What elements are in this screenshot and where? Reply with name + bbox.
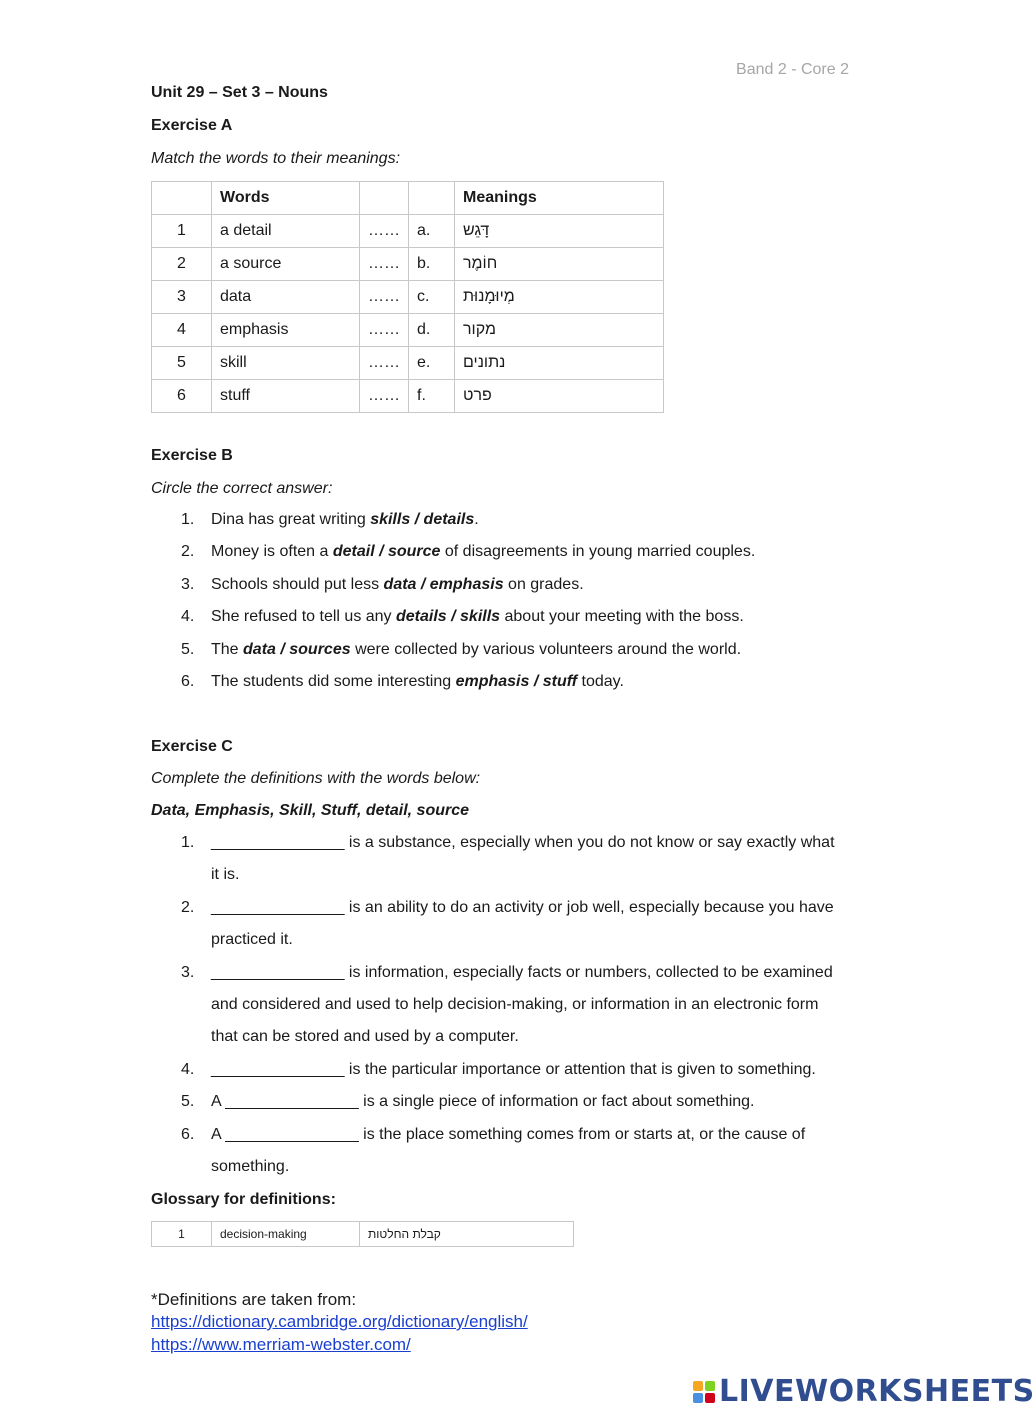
answer-choice[interactable]: skills / details xyxy=(370,511,475,528)
word-bank: Data, Emphasis, Skill, Stuff, detail, source xyxy=(151,802,470,819)
answer-choice[interactable]: detail / source xyxy=(332,543,441,561)
definition-line[interactable]: _______________ is a substance, especially when you do not know or say exactly what xyxy=(211,834,835,851)
matching-table xyxy=(151,181,664,413)
liveworksheets-logo xyxy=(693,1374,1035,1409)
definition-line[interactable]: _______________ is the particular importance or attention that is given to something. xyxy=(211,1060,816,1078)
row-word: emphasis xyxy=(212,314,360,347)
definition-line[interactable]: _______________ is information, especially facts or numbers, collected to be examined xyxy=(211,963,833,981)
table-header-row xyxy=(152,182,664,215)
row-number: 2 xyxy=(152,248,212,281)
logo-mark-icon xyxy=(693,1381,715,1403)
logo-text: LIVEWORKSHEETS xyxy=(719,1374,1035,1409)
list-item xyxy=(151,1054,851,1086)
list-item xyxy=(151,504,851,536)
list-item xyxy=(151,569,851,601)
glossary-translation: קבלת החלטות xyxy=(368,1227,441,1241)
row-word: skill xyxy=(212,347,360,380)
row-letter: b. xyxy=(409,248,455,281)
item-text-after: . xyxy=(474,511,479,528)
header-cell xyxy=(360,182,409,215)
item-text-before: The xyxy=(211,640,244,658)
row-word: a detail xyxy=(212,215,360,248)
row-number: 3 xyxy=(152,281,212,314)
item-text-after: on grades. xyxy=(503,575,584,593)
answer-blank[interactable]: …… xyxy=(360,314,409,347)
item-number: 5. xyxy=(181,640,195,658)
item-text-after: of disagreements in young married couples. xyxy=(440,543,756,561)
item-text-before: She refused to tell us any xyxy=(211,608,396,626)
row-meaning: פרט xyxy=(463,387,492,404)
item-number: 2. xyxy=(181,543,195,561)
row-meaning: נתונים xyxy=(463,354,506,371)
table-row xyxy=(152,347,664,380)
table-row xyxy=(152,281,664,314)
item-number: 6. xyxy=(181,1125,195,1143)
item-text-before: Dina has great writing xyxy=(211,511,371,528)
header-cell xyxy=(409,182,455,215)
list-item xyxy=(151,1119,851,1184)
row-letter: e. xyxy=(409,347,455,380)
table-row xyxy=(152,380,664,413)
row-number: 5 xyxy=(152,347,212,380)
answer-blank[interactable]: …… xyxy=(360,248,409,281)
table-row xyxy=(152,1222,574,1247)
answer-choice[interactable]: details / skills xyxy=(396,608,501,626)
exercise-c-heading: Exercise C xyxy=(151,738,233,755)
answer-choice[interactable]: data / emphasis xyxy=(383,575,504,593)
list-item xyxy=(151,1086,851,1118)
answer-blank[interactable]: …… xyxy=(360,281,409,314)
exercise-a-instruction: Match the words to their meanings: xyxy=(151,150,401,167)
list-item xyxy=(151,892,851,957)
list-item xyxy=(151,666,851,698)
list-item xyxy=(151,957,851,1054)
definition-line: it is. xyxy=(211,866,240,884)
row-meaning: מְיוּמָנוּת xyxy=(463,288,515,305)
definition-line[interactable]: _______________ is an ability to do an activity or job well, especially because you have xyxy=(211,898,834,916)
item-text-after: about your meeting with the boss. xyxy=(500,608,744,626)
row-letter: d. xyxy=(409,314,455,347)
item-number: 4. xyxy=(181,1060,195,1078)
header-cell-meanings: Meanings xyxy=(455,182,664,215)
glossary-heading: Glossary for definitions: xyxy=(151,1191,336,1208)
band-label: Band 2 - Core 2 xyxy=(736,61,849,78)
exercise-b-heading: Exercise B xyxy=(151,447,233,464)
definition-line: practiced it. xyxy=(211,931,293,949)
item-number: 1. xyxy=(181,834,195,851)
answer-choice[interactable]: emphasis / stuff xyxy=(455,673,578,691)
row-letter: f. xyxy=(409,380,455,413)
item-text-before: Schools should put less xyxy=(211,575,384,593)
item-number: 3. xyxy=(181,575,195,593)
list-item xyxy=(151,536,851,568)
definition-line: something. xyxy=(211,1158,290,1176)
item-text-before: Money is often a xyxy=(211,543,333,561)
list-item xyxy=(151,634,851,666)
definition-line[interactable]: A _______________ is the place something comes from or starts at, or the cause of xyxy=(211,1125,806,1143)
table-row xyxy=(152,314,664,347)
row-meaning: מקור xyxy=(463,321,496,338)
table-row xyxy=(152,215,664,248)
list-item xyxy=(151,827,851,892)
row-number: 4 xyxy=(152,314,212,347)
header-cell-words: Words xyxy=(212,182,360,215)
definition-line[interactable]: A _______________ is a single piece of information or fact about something. xyxy=(211,1093,755,1111)
answer-blank[interactable]: …… xyxy=(360,380,409,413)
exercise-a-heading: Exercise A xyxy=(151,117,233,134)
row-word: a source xyxy=(212,248,360,281)
definition-line: that can be stored and used by a computer. xyxy=(211,1028,519,1046)
exercise-c-list xyxy=(151,827,851,1183)
header-cell xyxy=(152,182,212,215)
item-number: 3. xyxy=(181,963,195,981)
item-text-after: today. xyxy=(577,673,624,691)
row-word: data xyxy=(212,281,360,314)
exercise-b-instruction: Circle the correct answer: xyxy=(151,480,333,497)
row-meaning: חוֹמֶר xyxy=(463,255,498,272)
item-text-before: The students did some interesting xyxy=(211,673,456,691)
exercise-c-instruction: Complete the definitions with the words below: xyxy=(151,770,481,787)
sources-label: *Definitions are taken from: xyxy=(151,1290,357,1309)
answer-blank[interactable]: …… xyxy=(360,347,409,380)
glossary-number: 1 xyxy=(152,1222,212,1247)
answer-blank[interactable]: …… xyxy=(360,215,409,248)
item-number: 4. xyxy=(181,608,195,626)
table-row xyxy=(152,248,664,281)
row-number: 1 xyxy=(152,215,212,248)
row-number: 6 xyxy=(152,380,212,413)
item-number: 5. xyxy=(181,1093,195,1111)
list-item xyxy=(151,601,851,633)
row-word: stuff xyxy=(212,380,360,413)
merriam-webster-link[interactable]: https://www.merriam-webster.com/ xyxy=(151,1335,411,1354)
row-letter: a. xyxy=(409,215,455,248)
answer-choice[interactable]: data / sources xyxy=(243,640,351,658)
exercise-b-list xyxy=(151,504,851,698)
definition-line: and considered and used to help decision-making, or information in an electronic form xyxy=(211,996,819,1014)
item-number: 2. xyxy=(181,898,195,916)
item-number: 1. xyxy=(181,511,195,528)
page-title: Unit 29 – Set 3 – Nouns xyxy=(151,84,328,101)
glossary-table xyxy=(151,1221,574,1247)
item-number: 6. xyxy=(181,673,195,691)
row-meaning: דָּגֵש xyxy=(463,222,490,239)
item-text-after: were collected by various volunteers around the world. xyxy=(350,640,742,658)
cambridge-link[interactable]: https://dictionary.cambridge.org/dictionary/english/ xyxy=(151,1312,528,1331)
glossary-term: decision-making xyxy=(212,1222,360,1247)
row-letter: c. xyxy=(409,281,455,314)
